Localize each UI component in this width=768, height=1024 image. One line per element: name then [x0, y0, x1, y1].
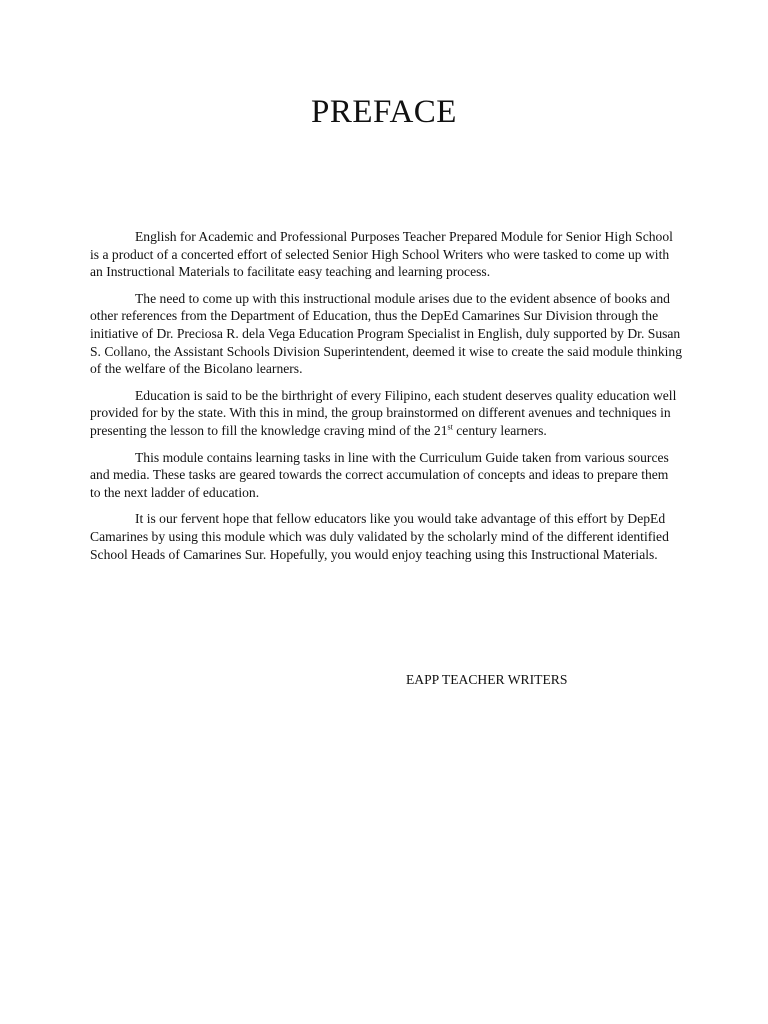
paragraph-4: This module contains learning tasks in line with the Curriculum Guide taken from various sources and media. These tasks are geared towards the correct accumulation of concepts and ideas to prepare them to the next ladder of education.	[90, 449, 669, 500]
paragraph-5: It is our fervent hope that fellow educators like you would take advantage of this effort by DepEd Camarines by using this module which was duly validated by the scholarly mind of the different identified School Heads of Camarines Sur. Hopefully, you would enjoy teaching using this Instructional Materials.	[90, 511, 669, 562]
paragraph-3-text-end: century learners.	[452, 422, 547, 438]
ordinal-superscript: st	[447, 422, 453, 432]
paragraph-3	[90, 387, 682, 440]
paragraph-3-text: Education is said to be the birthright of every Filipino, each student deserves quality education well provided for by the state. With this in mind, the group brainstormed on different avenues and techniques in presenting the lesson to fill the knowledge craving mind of the 21	[90, 387, 677, 438]
signature: EAPP TEACHER WRITERS	[406, 672, 568, 687]
page-title: PREFACE	[311, 94, 457, 130]
paragraph-2: The need to come up with this instructional module arises due to the evident absence of books and other references from the Department of Education, thus the DepEd Camarines Sur Division through the initiative of Dr. Preciosa R. dela Vega Education Program Specialist in English, duly supported by Dr. Susan S. Collano, the Assistant Schools Division Superintendent, deemed it wise to create the said module thinking of the welfare of the Bicolano learners.	[90, 290, 683, 377]
preface-body	[90, 228, 682, 572]
paragraph-1: English for Academic and Professional Purposes Teacher Prepared Module for Senior High School is a product of a concerted effort of selected Senior High School Writers who were tasked to come up with an Instructional Materials to facilitate easy teaching and learning process.	[90, 229, 673, 280]
